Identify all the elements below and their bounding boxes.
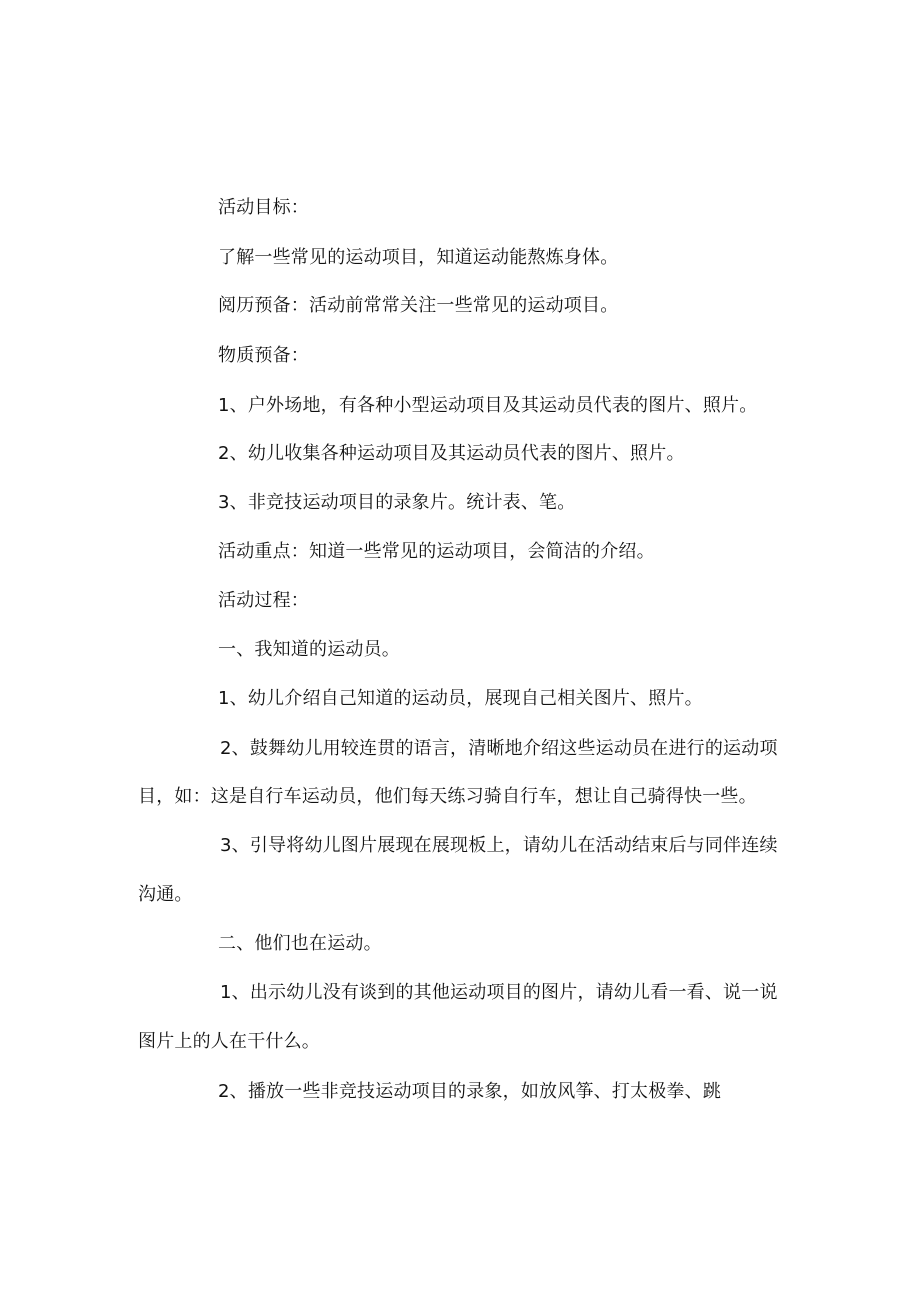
material-item-3: 3、非竞技运动项目的录象片。统计表、笔。 [218, 492, 576, 513]
section-one-item-2-line-1: 2、鼓舞幼儿用较连贯的语言，清晰地介绍这些运动员在进行的运动项 [220, 738, 778, 759]
section-one-item-3-line-1: 3、引导将幼儿图片展现在展现板上，请幼儿在活动结束后与同伴连续 [220, 835, 778, 856]
section-two-item-1-line-2: 图片上的人在干什么。 [138, 1031, 320, 1052]
section-one-heading: 一、我知道的运动员。 [218, 639, 400, 660]
material-item-1: 1、户外场地，有各种小型运动项目及其运动员代表的图片、照片。 [218, 395, 758, 416]
activity-focus-text: 活动重点：知道一些常见的运动项目，会简洁的介绍。 [218, 541, 655, 562]
section-one-item-2-line-2: 目，如：这是自行车运动员，他们每天练习骑自行车，想让自己骑得快一些。 [138, 786, 757, 807]
activity-process-heading: 活动过程： [218, 590, 309, 611]
section-one-item-3-line-2: 沟通。 [138, 884, 193, 905]
activity-goal-heading: 活动目标： [218, 197, 309, 218]
section-two-heading: 二、他们也在运动。 [218, 933, 382, 954]
section-one-item-1: 1、幼儿介绍自己知道的运动员，展现自己相关图片、照片。 [218, 688, 703, 709]
section-two-item-1-line-1: 1、出示幼儿没有谈到的其他运动项目的图片，请幼儿看一看、说一说 [220, 982, 778, 1003]
material-item-2: 2、幼儿收集各种运动项目及其运动员代表的图片、照片。 [218, 443, 685, 464]
activity-goal-text: 了解一些常见的运动项目，知道运动能熬炼身体。 [218, 247, 619, 268]
experience-prep-text: 阅历预备：活动前常常关注一些常见的运动项目。 [218, 295, 619, 316]
section-two-item-2-line-1: 2、播放一些非竞技运动项目的录象，如放风筝、打太极拳、跳 [218, 1081, 722, 1102]
material-prep-heading: 物质预备： [218, 345, 309, 366]
